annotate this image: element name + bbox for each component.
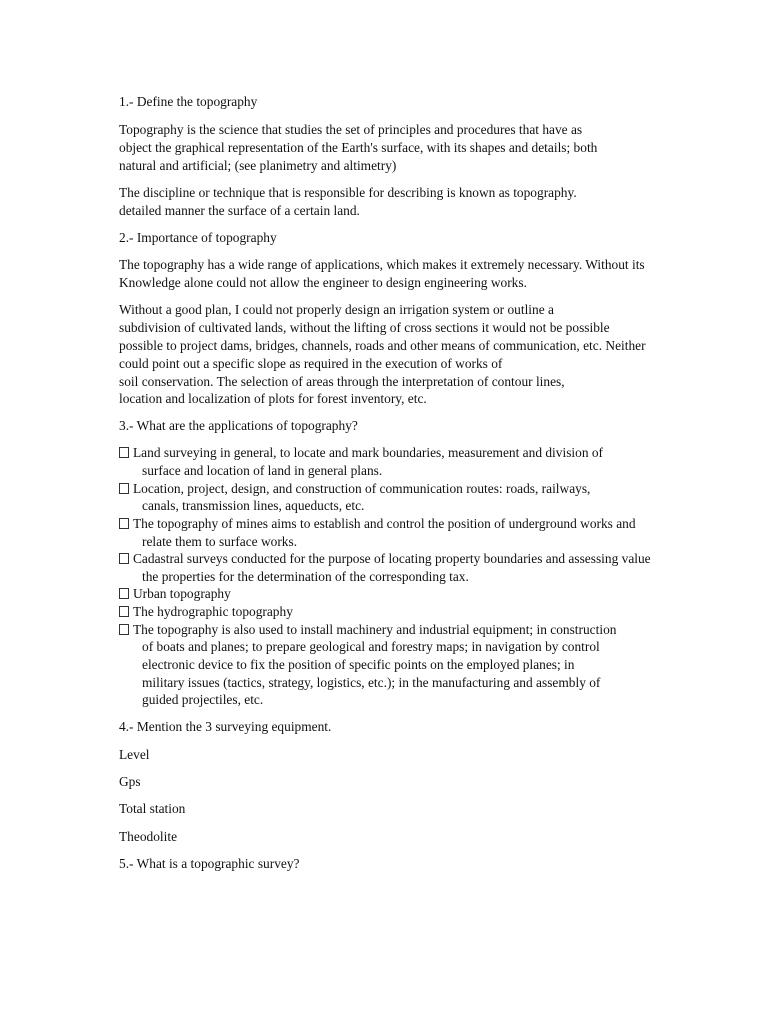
bullet-continuation: relate them to surface works.: [142, 534, 298, 549]
equipment-item-theodolite: Theodolite: [119, 829, 178, 844]
bullet-item: [119, 550, 651, 568]
bullet-icon: [119, 588, 129, 599]
q2-p2-line-6: location and localization of plots for forest inventory, etc.: [119, 391, 427, 406]
bullet-icon: [119, 553, 129, 564]
bullet-item: [119, 444, 603, 462]
bullet-text: The hydrographic topography: [133, 604, 293, 619]
q2-p2-line-2: subdivision of cultivated lands, without the lifting of cross sections it would not be possible: [119, 320, 610, 335]
bullet-item: [119, 621, 616, 639]
q1-p1-line-3: natural and artificial; (see planimetry and altimetry): [119, 158, 397, 173]
q2-p2-line-5: soil conservation. The selection of areas through the interpretation of contour lines,: [119, 374, 565, 389]
bullet-item: [119, 585, 231, 603]
q3-heading: 3.- What are the applications of topography?: [119, 418, 358, 433]
bullet-text: The topography is also used to install machinery and industrial equipment; in construction: [133, 622, 617, 637]
bullet-icon: [119, 606, 129, 617]
bullet-continuation: the properties for the determination of the corresponding tax.: [142, 569, 469, 584]
q2-p1-line-1: The topography has a wide range of applications, which makes it extremely necessary. Without its: [119, 257, 645, 272]
bullet-text: Urban topography: [133, 586, 231, 601]
bullet-icon: [119, 624, 129, 635]
q1-p1-line-1: Topography is the science that studies the set of principles and procedures that have as: [119, 122, 583, 137]
bullet-continuation: guided projectiles, etc.: [142, 692, 264, 707]
q4-heading: 4.- Mention the 3 surveying equipment.: [119, 719, 332, 734]
q2-p1-line-2: Knowledge alone could not allow the engineer to design engineering works.: [119, 275, 527, 290]
bullet-continuation: electronic device to fix the position of specific points on the employed planes; in: [142, 657, 575, 672]
q5-heading: 5.- What is a topographic survey?: [119, 856, 300, 871]
q1-heading: 1.- Define the topography: [119, 94, 258, 109]
bullet-continuation: military issues (tactics, strategy, logistics, etc.); in the manufacturing and assembly of: [142, 675, 601, 690]
bullet-text: The topography of mines aims to establish and control the position of underground works and: [133, 516, 636, 531]
bullet-continuation: of boats and planes; to prepare geological and forestry maps; in navigation by control: [142, 639, 600, 654]
q1-p2-line-1: The discipline or technique that is responsible for describing is known as topography.: [119, 185, 577, 200]
bullet-item: [119, 515, 636, 533]
bullet-continuation: surface and location of land in general plans.: [142, 463, 383, 478]
bullet-continuation: canals, transmission lines, aqueducts, etc.: [142, 498, 365, 513]
bullet-icon: [119, 518, 129, 529]
q1-p2-line-2: detailed manner the surface of a certain land.: [119, 203, 360, 218]
bullet-item: [119, 603, 293, 621]
bullet-text: Land surveying in general, to locate and mark boundaries, measurement and division of: [133, 445, 604, 460]
bullet-text: Location, project, design, and construction of communication routes: roads, railways,: [133, 481, 591, 496]
bullet-icon: [119, 447, 129, 458]
bullet-text: Cadastral surveys conducted for the purpose of locating property boundaries and assessing value: [133, 551, 651, 566]
equipment-item-level: Level: [119, 747, 150, 762]
q2-p2-line-1: Without a good plan, I could not properly design an irrigation system or outline a: [119, 302, 554, 317]
bullet-icon: [119, 483, 129, 494]
q2-heading: 2.- Importance of topography: [119, 230, 277, 245]
q2-p2-line-4: could point out a specific slope as required in the execution of works of: [119, 356, 503, 371]
bullet-item: [119, 480, 590, 498]
equipment-item-gps: Gps: [119, 774, 141, 789]
equipment-item-total-station: Total station: [119, 801, 186, 816]
q2-p2-line-3: possible to project dams, bridges, channels, roads and other means of communication, etc. Neither: [119, 338, 646, 353]
q1-p1-line-2: object the graphical representation of the Earth's surface, with its shapes and details; both: [119, 140, 598, 155]
